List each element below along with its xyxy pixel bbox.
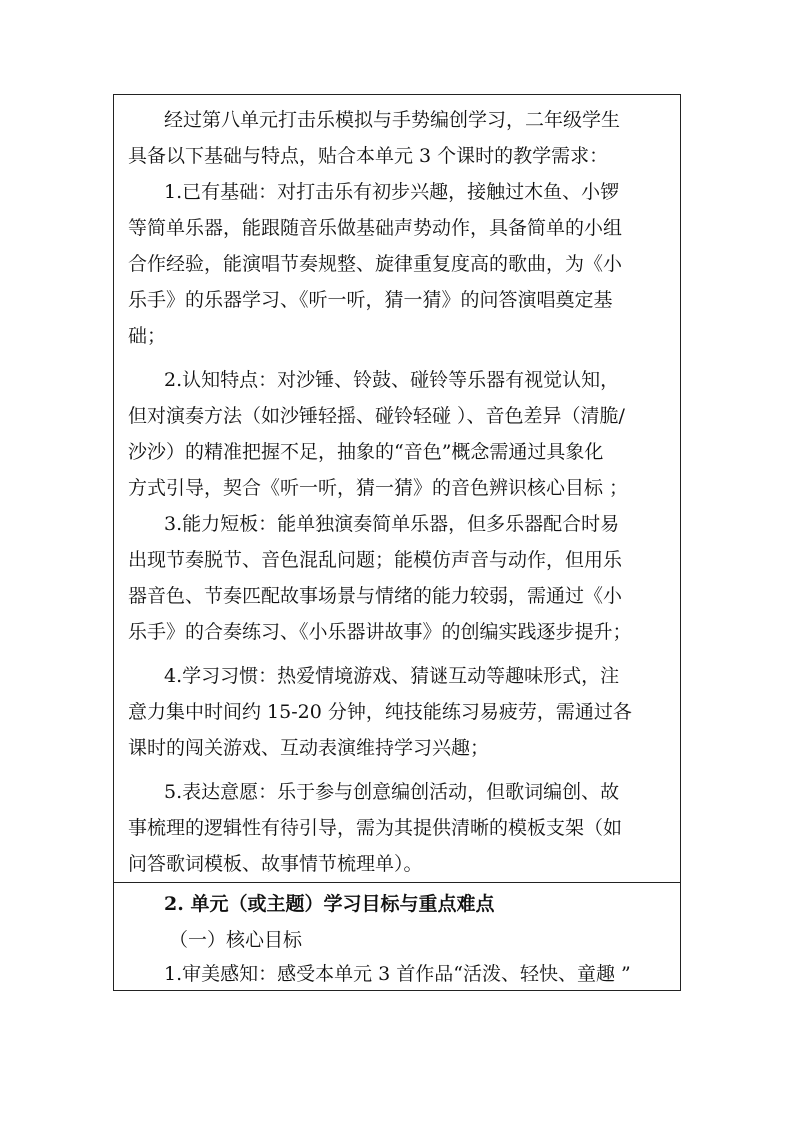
- core-goals-subheading: （一）核心目标: [169, 929, 303, 951]
- goal-1-line: 1.审美感知：感受本单元 3 首作品“活泼、轻快、童趣 ”: [164, 963, 631, 985]
- item4-line-3: 课时的闯关游戏、互动表演维持学习兴趣；: [128, 737, 490, 759]
- item1-line-4: 乐手》的乐器学习、《听一听，猜一猜》的问答演唱奠定基: [128, 289, 613, 311]
- item3-line-3: 器音色、节奏匹配故事场景与情绪的能力较弱，需通过《小: [128, 585, 623, 607]
- item2-line-2: 但对演奏方法（如沙锤轻摇、碰铃轻碰 ）、音色差异（清脆/: [128, 405, 625, 427]
- item3-line-4: 乐手》的合奏练习、《小乐器讲故事》的创编实践逐步提升；: [128, 621, 632, 643]
- item5-line-3: 问答歌词模板、故事情节梳理单）。: [128, 853, 423, 875]
- item1-line-3: 合作经验，能演唱节奏规整、旋律重复度高的歌曲，为《小: [128, 253, 623, 275]
- intro-line-2: 具备以下基础与特点，贴合本单元 3 个课时的教学需求：: [128, 145, 609, 167]
- item2-line-3: 沙沙）的精准把握不足，抽象的“音色”概念需通过具象化: [128, 441, 604, 463]
- content-table: [113, 94, 681, 991]
- item1-line-2: 等简单乐器，能跟随音乐做基础声势动作，具备简单的小组: [128, 217, 623, 239]
- item1-line-1: 1.已有基础：对打击乐有初步兴趣，接触过木鱼、小锣: [164, 181, 620, 203]
- student-analysis-cell: [114, 95, 680, 883]
- item4-line-2: 意力集中时间约 15-20 分钟，纯技能练习易疲劳，需通过各: [128, 701, 632, 723]
- item5-line-1: 5.表达意愿：乐于参与创意编创活动，但歌词编创、故: [164, 781, 620, 803]
- section-2-heading: 2. 单元（或主题）学习目标与重点难点: [164, 893, 495, 915]
- item5-line-2: 事梳理的逻辑性有待引导，需为其提供清晰的模板支架（如: [128, 817, 623, 839]
- item2-line-4: 方式引导，契合《听一听，猜一猜》的音色辨识核心目标 ；: [128, 477, 629, 499]
- item3-line-2: 出现节奏脱节、音色混乱问题；能模仿声音与动作，但用乐: [128, 549, 623, 571]
- intro-line-1: 经过第八单元打击乐模拟与手势编创学习，二年级学生: [164, 109, 621, 131]
- item2-line-1: 2.认知特点：对沙锤、铃鼓、碰铃等乐器有视觉认知，: [164, 369, 620, 391]
- item1-line-5: 础；: [128, 325, 167, 347]
- item3-line-1: 3.能力短板：能单独演奏简单乐器，但多乐器配合时易: [164, 513, 620, 535]
- item4-line-1: 4.学习习惯：热爱情境游戏、猜谜互动等趣味形式，注: [164, 665, 620, 687]
- objectives-cell: [114, 883, 680, 990]
